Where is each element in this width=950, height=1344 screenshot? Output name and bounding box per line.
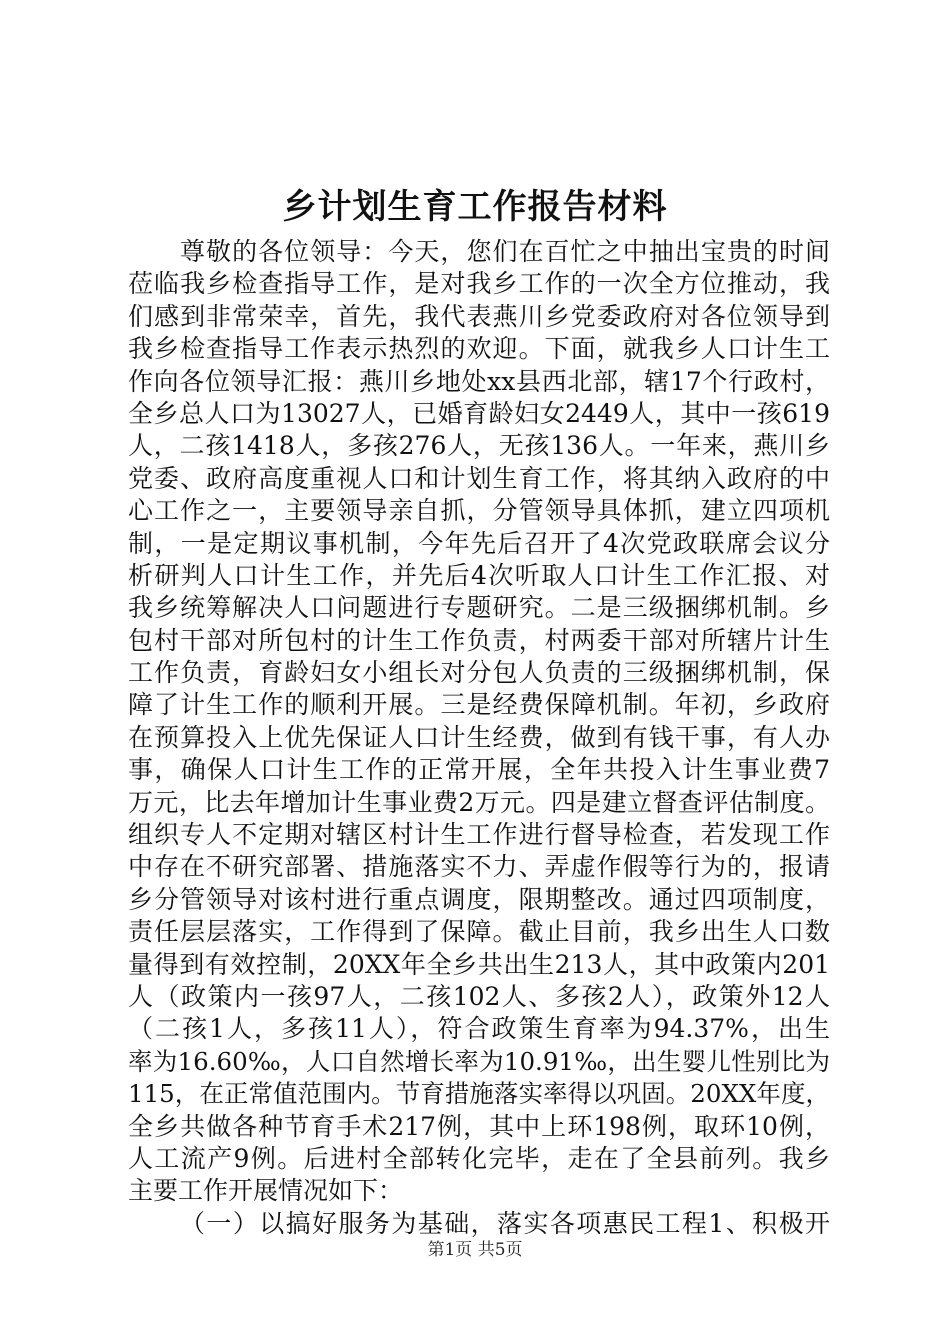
body-line: 全乡总人口为13027人，已婚育龄妇女2449人，其中一孩619 — [128, 398, 830, 428]
body-line: 中存在不研究部署、措施落实不力、弄虚作假等行为的，报请 — [128, 852, 830, 882]
body-line: 人（政策内一孩97人，二孩102人、多孩2人），政策外12人 — [128, 981, 830, 1011]
body-line: 尊敬的各位领导：今天，您们在百忙之中抽出宝贵的时间 — [180, 237, 830, 266]
document-title: 乡计划生育工作报告材料 — [282, 187, 668, 227]
body-line: 莅临我乡检查指导工作，是对我乡工作的一次全方位推动，我 — [128, 269, 830, 299]
body-line: 障了计生工作的顺利开展。三是经费保障机制。年初，乡政府 — [128, 690, 830, 720]
body-line: 主要工作开展情况如下： — [128, 1176, 404, 1206]
body-line: 万元，比去年增加计生事业费2万元。四是建立督查评估制度。 — [128, 787, 830, 817]
body-line: 作向各位领导汇报：燕川乡地处xx县西北部，辖17个行政村， — [128, 366, 830, 396]
body-line: （一）以搞好服务为基础，落实各项惠民工程1、积极开 — [180, 1208, 830, 1238]
body-line: 责任层层落实，工作得到了保障。截止目前，我乡出生人口数 — [128, 917, 830, 947]
body-line: 率为16.60‰，人口自然增长率为10.91‰，出生婴儿性别比为 — [128, 1046, 830, 1076]
document-body — [128, 236, 830, 1240]
body-line: （二孩1人，多孩11人），符合政策生育率为94.37%，出生 — [128, 1014, 830, 1044]
body-line: 人，二孩1418人，多孩276人，无孩136人。一年来，燕川乡 — [128, 431, 830, 461]
body-line: 制，一是定期议事机制，今年先后召开了4次党政联席会议分 — [128, 528, 830, 558]
body-line: 工作负责，育龄妇女小组长对分包人负责的三级捆绑机制，保 — [128, 658, 830, 688]
body-line: 量得到有效控制，20XX年全乡共出生213人，其中政策内201 — [128, 949, 830, 979]
page-indicator: 第1页 共5页 — [427, 1240, 523, 1260]
body-line: 我乡检查指导工作表示热烈的欢迎。下面，就我乡人口计生工 — [128, 334, 830, 364]
body-line: 党委、政府高度重视人口和计划生育工作，将其纳入政府的中 — [128, 463, 830, 493]
body-line: 在预算投入上优先保证人口计生经费，做到有钱干事，有人办 — [128, 722, 830, 752]
body-line: 析研判人口计生工作，并先后4次听取人口计生工作汇报、对 — [128, 560, 830, 590]
body-line: 全乡共做各种节育手术217例，其中上环198例，取环10例， — [128, 1111, 830, 1141]
body-line: 们感到非常荣幸，首先，我代表燕川乡党委政府对各位领导到 — [128, 301, 830, 331]
body-line: 组织专人不定期对辖区村计生工作进行督导检查，若发现工作 — [128, 820, 830, 850]
body-line: 115，在正常值范围内。节育措施落实率得以巩固。20XX年度， — [128, 1079, 830, 1109]
body-line: 人工流产9例。后进村全部转化完毕，走在了全县前列。我乡 — [128, 1143, 830, 1173]
body-line: 心工作之一，主要领导亲自抓，分管领导具体抓，建立四项机 — [128, 496, 830, 526]
body-line: 我乡统筹解决人口问题进行专题研究。二是三级捆绑机制。乡 — [128, 593, 830, 623]
body-line: 包村干部对所包村的计生工作负责，村两委干部对所辖片计生 — [128, 625, 830, 655]
body-line: 事，确保人口计生工作的正常开展，全年共投入计生事业费7 — [128, 755, 830, 785]
body-line: 乡分管领导对该村进行重点调度，限期整改。通过四项制度， — [128, 884, 830, 914]
